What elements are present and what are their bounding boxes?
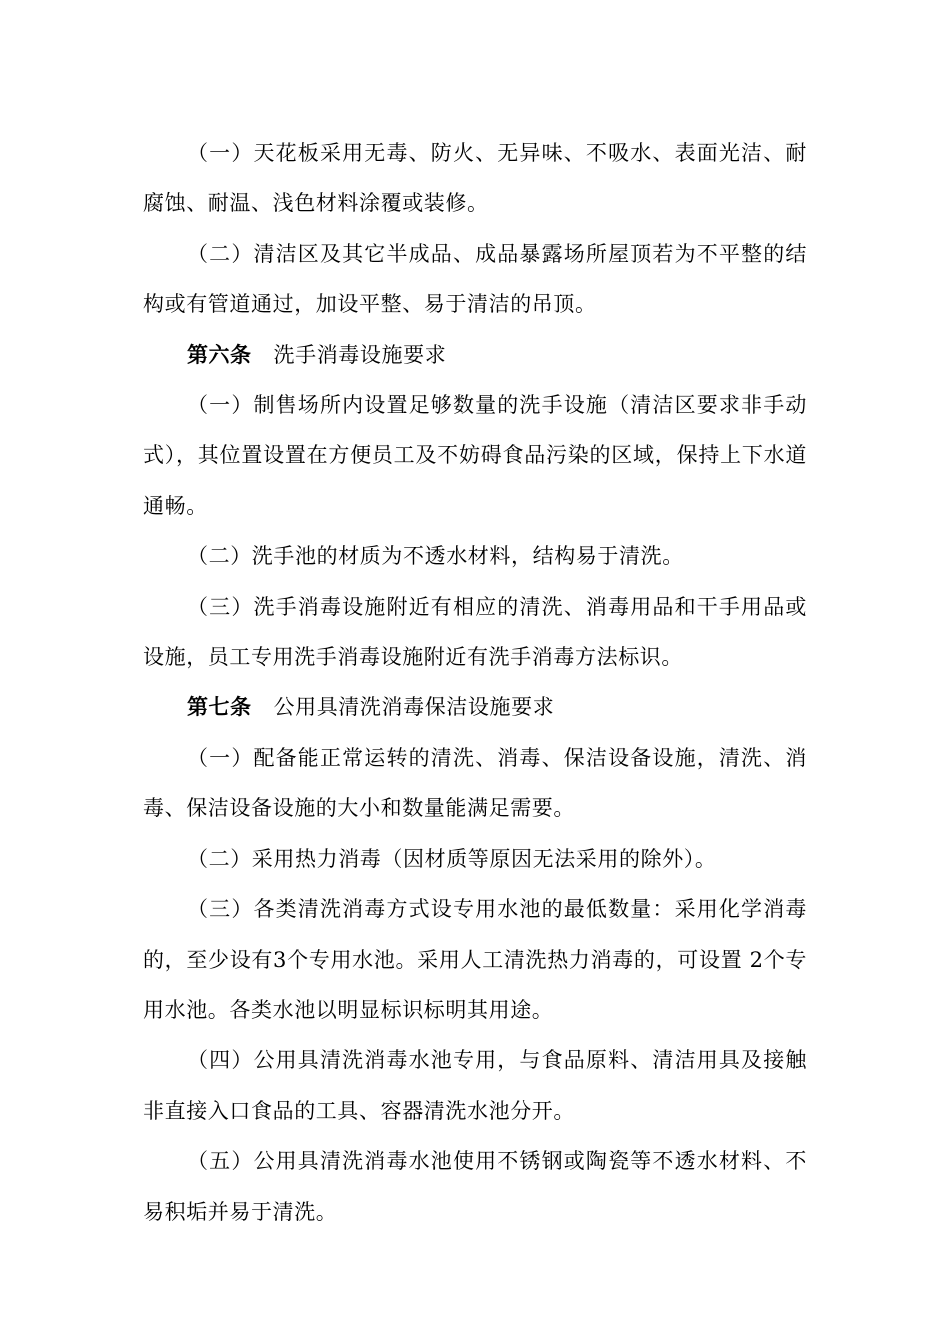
paragraph: （四）公用具清洗消毒水池专用，与食品原料、清洁用具及接触非直接入口食品的工具、容器清洗水池分开。: [143, 1048, 807, 1123]
paragraph: （一）天花板采用无毒、防火、无异味、不吸水、表面光洁、耐腐蚀、耐温、浅色材料涂覆或装修。: [143, 141, 807, 216]
article-number: 第七条: [187, 695, 252, 720]
paragraph: （二）清洁区及其它半成品、成品暴露场所屋顶若为不平整的结构或有管道通过，加设平整、易于清洁的吊顶。: [143, 241, 807, 317]
paragraph: （三）洗手消毒设施附近有相应的清洗、消毒用品和干手用品或设施，员工专用洗手消毒设施附近有洗手消毒方法标识。: [143, 594, 807, 670]
article-title: 公用具清洗消毒保洁设施要求: [273, 695, 555, 720]
paragraph: （二）采用热力消毒（因材质等原因无法采用的除外）。: [187, 846, 717, 871]
paragraph: （一）制售场所内设置足够数量的洗手设施（清洁区要求非手动式），其位置设置在方便员工及不妨碍食品污染的区域，保持上下水道通畅。: [143, 393, 807, 518]
document-body: [143, 128, 807, 1237]
paragraph: （一）配备能正常运转的清洗、消毒、保洁设备设施，清洗、消毒、保洁设备设施的大小和数量能满足需要。: [143, 745, 807, 821]
article-title: 洗手消毒设施要求: [273, 342, 447, 367]
article-heading: [143, 330, 807, 380]
paragraph: （五）公用具清洗消毒水池使用不锈钢或陶瓷等不透水材料、不易积垢并易于清洗。: [143, 1149, 807, 1224]
article-heading: [143, 682, 807, 732]
paragraph: （二）洗手池的材质为不透水材料，结构易于清洗。: [187, 544, 684, 569]
paragraph: （三）各类清洗消毒方式设专用水池的最低数量：采用化学消毒的，至少设有3个专用水池。采用人工清洗热力消毒的，可设置 2个专用水池。各类水池以明显标识标明其用途。: [143, 897, 807, 1022]
article-number: 第六条: [187, 342, 252, 367]
